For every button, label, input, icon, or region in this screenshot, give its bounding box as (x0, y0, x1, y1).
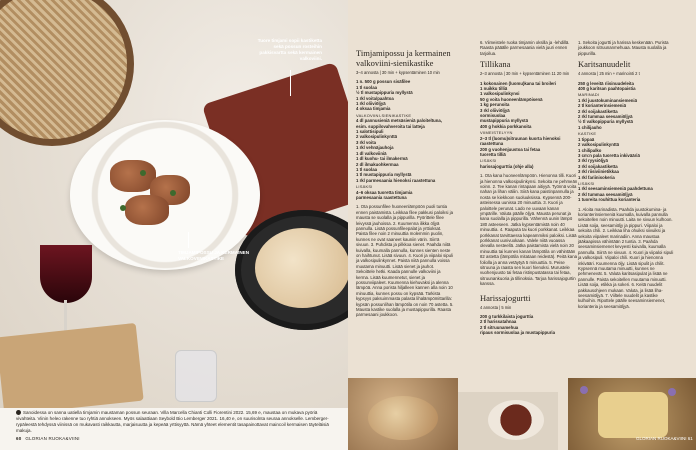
ingredient: harissajogurttia (ohje alla) (480, 163, 534, 169)
ingredient: 3 cm:n pala tuoretta inkivääriä (578, 152, 640, 158)
ingredient: 2 rkl tummaa seesamiöljyä (578, 114, 633, 120)
rattan-chair (0, 0, 134, 146)
ingredient: 1 tl mustapippuria myllystä (356, 172, 412, 178)
ingredient: 200 g turkkilaista jogurttia (480, 314, 534, 320)
ingredient: 1 nuikku tilliä (480, 86, 508, 92)
recipe-column-2 (480, 40, 578, 336)
ingredient: 3 rkl soijakastiketta (578, 163, 618, 169)
caption-text: Sanoidessa on sanna uatiella timjamin maustaman possun seuraan. Villa Marcella Chianti Colli Fiorentini 2022. 15,69 e, maustaa on mukava pyöriä vivahteita. Viinin heleo rakenne tuo ryhtiä annokseen. Myös salaattiaan Seybold Bio Lemberger 2021. 16,40 e, on suurisolnta seuraa annokselle. Lemberger-rypäleestä tehdyssä viinissä on mukavasti raikkautta, marjaisuutta ja kepeää yrttisyyttä. Nämä yhteet elementit tasapainottavat maincoil kermaisen täyteläisiä makuja. (16, 410, 329, 433)
ingredient: 1 rkl vehnäjauhoja (356, 145, 394, 151)
flower-decoration (580, 386, 588, 394)
recipe-meta: 4 annosta | 25 min + marinointi 2 t (578, 71, 640, 77)
ingredient: tuoretta tilliä (480, 151, 506, 157)
callout-line (290, 70, 291, 96)
ingredient: 1 rkl voita/paahtoa (356, 95, 394, 101)
recipe-title: Tillikana (480, 59, 511, 70)
ingredient: 2 dl ilmakuohkermaa (356, 161, 399, 167)
ingredient: 3 rkl voita (356, 139, 377, 145)
recipe-finish-step: 6. Viimeistele ruoka timjamin oksilla ja -lehdillä. Raasta pääälle parmesaania vielä juuri ennen tarjoilua. (480, 40, 570, 56)
ingredient: 2–3 tl (luomu)sitruunan kuorta hienoksi raastettuna (480, 135, 561, 147)
ingredient: 1 rkl parmesaania hienoksi raastettuna (356, 177, 436, 183)
bread-loaf (368, 396, 438, 440)
water-glass (175, 350, 217, 402)
ingredient: 2 tl korianterinsiemeniä (578, 103, 627, 109)
ingredient: 1 rkl seesaminsiemeniä paahdettuna (578, 186, 653, 192)
ingredient: 50 g voita huoneenlämpöisenä (480, 96, 543, 102)
page-number: 60 (16, 436, 22, 441)
ingredient: ripaus sormisuolaa ja mustapippuria (480, 330, 555, 336)
ingredient: 4 dl pannusieniä metsäsieniä paloiteltuna, esim. suppilovahveroita tai latteja (356, 118, 442, 129)
ingredient: 1 rkl juustokuminansiemeniä (578, 97, 637, 103)
recipe-title: Karitsanuudelit (578, 59, 631, 70)
photo-callout-top: Tuore timjami sopii kastiketta sekä possun rosteihin pakkisvartta sekä kermainen valkoviini. (257, 38, 322, 61)
yogurt-photo (458, 392, 558, 450)
ingredient: 1 salottisipuli (356, 129, 384, 135)
harissa-bowl (488, 400, 544, 440)
ingredient: sormisuolaa (480, 113, 506, 119)
ingredient: 1 tuoreita rouhittua korianteria (578, 197, 641, 203)
ingredient: ½ tl mustapippuria myllystä (356, 90, 413, 96)
ingredient: 3 rkl oliiviöljyä (480, 107, 510, 113)
ingredient: 1 tippaä (578, 136, 595, 142)
ingredient: 3 rkl ryysiöljyä (578, 158, 608, 164)
ingredient: 1 rkl oliiviöljyä (356, 101, 386, 107)
thyme-leaf (170, 190, 176, 196)
bullet-icon (16, 410, 21, 415)
ingredient: 1 chilijauho (578, 124, 602, 130)
footer-left (16, 436, 80, 441)
ingredient-section: LISÄKSI (578, 180, 595, 186)
ingredient-section: MARINADI (578, 92, 600, 98)
ingredient: 4–6 oksaa tuoretta timjamia (356, 189, 413, 195)
recipe-title: Timjamipossu ja kermainen valkoviini-sienikastike (356, 48, 451, 68)
recipe-finish-step: 1. Sekoita jogurtti ja harissa keskenään. Purista joukkoon sitruunanmehuaa. Mausta suolalla ja pippurilla. (578, 40, 669, 56)
ingredient: 1 valkosipulinkynsi (480, 91, 520, 97)
thyme-leaf (120, 205, 126, 211)
ingredient-section: VALKOVIINI-SIENIKASTIKE (356, 112, 412, 118)
ingredient: 2 rkl tummaa seesamiöljyä (578, 191, 633, 197)
ingredient: 1 tl suolaa (356, 166, 378, 172)
recipe-instructions: 1. Ota kana huoneenlämpöön. Hienonna tilli. Kuori ja hienonna valkosipulinkynsi. Sekoita ne pehmeän voinn. 2. Tee kanan rintapaan aitiyyä. Työnnä voita nahan ja lihan väliin. Siirä kana paistinpannulla ja nosta se kiekkoon suoluuksissa. Kypsennä 200-asteisessa uunissa 20 minuuttia. 3. Kuori ja paloittele perunat. Lado ne uuvaan kanan ympärille. Valuta päälle öljyä. Mausta perunat ja kana suolalla ja pippurilla. Vähennä uunin lämpö 180 asteeseen. Jatka kypsentämistä noin 40 minuuttia. 4. Raaputa tai kuori porkkanat. Leikkaa porkkanat tarvittaessa kapeammiksi paloiksi. Lisää porkkanat uunivuokaan. Valele niitä vuoassa olevalla nesteellä. Jatka paistamista vielä noin 20 minuuttia tai kunnes kanan lämpötila on vähintään 82 astetta (lämpötila mitataan reidestä). Peitä kana foliolla ja anna vetäytyä 5 minuuttia. 5. Peise sitruuna ja raasta sen kuori hienoksi. Murustele vuohenjuusto tai fetaa ristinpustatassa tai fetaa, sitruunankuoria ja tillinoksia. Tarjoa harissajogurtin kanssa. (480, 173, 578, 287)
ingredient: 1 kokonainen (luomu)kana tai broileri (480, 80, 557, 86)
bread-photo (348, 378, 458, 450)
ingredient-section: LISÄKSI (356, 184, 373, 190)
ingredient: 1 dl valkoviiniä (356, 150, 387, 156)
recipe-title: Harissajogurtti (480, 292, 531, 303)
recipe-instructions: 1. Ota possunfilee huoneenlämpöön puoli tuntia ennen paistamista. Leikkaa filee pakkusi paloiksi ja mausta se suolalla ja pippurilla. Pyörittele filee leivyssä jauhoissa. 2. Kuumenna ilikka öljyä pannulla. Lisää possunfileepalat ja yrttioksat. Paista filee noin 2 minuuttia molemmin puolin, kunnes ne ovat saaneet kauniin värin. Siirrä sivuun. 3. Puhdista ja pilkkoa sienet. Paahda niitä kuivalla, kuumalla pannulla, kunnes sienten neste on haihtunut. Lisää sivuun. 4. Kuori ja viipaloi sipuli ja valkosipulinkynnet. Paista niitä pannulla voissa muutama minuutti. Lisää sienet ja jauhot. Sekoittele hetki. Kaada pannulle valkoviini ja kerma. Lisää kuumennetut, sienet ja possunviipaleet. Kuumenna kiehuvaksi ja alenna lämpöä. Anna porista hiljalleen kannen alla noin 10 minuuttia, kunnes possu on kypsää. Tarkista kypsyys paksuimmasta palasta lihalämpömittarilla: kypsän possunlihan lämpötila on noin 70 astetta. 5. Mausta kastike suolalla ja mustapippurilla. Raasta parmesaani joukkoon. (356, 204, 454, 318)
ingredient: 3 rkl riisiviinietikkaa (578, 169, 619, 175)
wine-glass-bowl (40, 245, 92, 303)
ingredient: ½ tl valkopippuria myllystä (578, 119, 633, 125)
ingredient: 2 valkosipulinkynttä (578, 142, 620, 148)
recipe-meta: 3–4 annosta | 30 min + kypsentäminen 10 min (356, 70, 440, 75)
pork-piece (125, 195, 169, 225)
recipe-meta: 4 annosta | 5 min (480, 304, 512, 310)
ingredient-section: VIIMEISTELYYN (480, 130, 513, 136)
ingredient: 200 g vuohenjuustoa tai fetaa (480, 146, 541, 152)
ingredient: 1 chilipalko (578, 147, 602, 153)
ingredient: parmesaania raastettuna (356, 194, 407, 200)
ingredient: 2 tl sitruunamehua (480, 324, 519, 330)
footer-right: GLORIAN RUOKA&VIINI 61 (636, 436, 693, 441)
recipe-instructions: 1. Aloita marinadista. Paahda juustokumina- ja korianterinsiemeniä kuumalla, kuivalla pannulla sekoitellen noin minuutti. Laita ne sivuun kulhoon. Lisää soija, seesamiöljy ja pippuri. Viipaloi ja sekoita chili. 2. Leikkaa liha ohuiksi siivuiksi ja sekoita viipaleet marinadiin. Anna maustua jääkaapissa vähintään 2 tuntia. 3. Paahda seesaminsiemenet kevyesti kuivalla, kuumalla pannulla. Siirrä ne sivuun. 4. Kuori ja viipaloi sipuli ja valkosipuli. Viipaloi chili. Kuori ja hienonna inkivääri. Kuumenna öljy. Lisää sipulit ja chilit. Kypsennä muutama minuutti, kunnes ne pehmenevät. 5. Valuta karitsasipulat ja lisää ne pannulle. Paista sekoitellen muutama minuutti. Lisää soija, etikka ja sokeri. 6. Keitä nuudelit pakkausohjeen mukaan. Valuta, ja lisää liha-seesamiöljyä. 7. Viiltele nuudelit ja kastike kulhoihin. Ripottele päälle seesaminsiemenet, korianteria ja seesamiöljyä. (578, 206, 674, 309)
ingredient: 400 g hokkia porkkanoita (480, 123, 532, 129)
cheese-block (598, 392, 668, 438)
ingredient-section: KASTIKE (578, 131, 597, 137)
ingredient: mustapippuria myllystä (480, 118, 528, 124)
ingredient-section: LISÄKSI (480, 158, 497, 164)
ingredient: 250 g leveitä riisinuudeleita (578, 80, 634, 86)
ingredient: 1 tl suolaa (356, 84, 378, 90)
magazine-name: GLORIAN RUOKA&VIINI (25, 436, 80, 441)
ingredient: 2 rkl soijakastiketta (578, 108, 618, 114)
recipe-column-1 (356, 48, 454, 318)
ingredient: 2 tl harissatahnaa (480, 319, 517, 325)
thyme-leaf (140, 170, 146, 176)
recipe-column-3 (578, 40, 676, 309)
ingredient: 1 kg perunoita (480, 102, 510, 108)
dark-plate-food (255, 228, 348, 308)
flower-decoration (668, 388, 676, 396)
ingredient: 2 valkosipulinkynttä (356, 134, 398, 140)
wine-caption (16, 410, 332, 434)
recipe-meta: 2–3 annosta | 30 min + kypsentäminen 11 20 min (480, 71, 570, 77)
callout-line (188, 232, 189, 248)
right-page (348, 0, 696, 450)
ingredient: 400 g karitsan paahtopaistia (578, 86, 636, 92)
ingredient: 4 oksaa timjamia (356, 106, 391, 112)
food-photo (0, 0, 348, 408)
ingredient: 1 dl kuohu- tai ilmakermä (356, 156, 408, 162)
ingredient: 1 rkl fariinisokeria (578, 174, 615, 180)
ingredient: 1 n. 500 g possun sisäfilee (356, 79, 411, 85)
photo-callout-plate: TIMJAMIPOSSU JA KERMAINEN VALKOVIINIKASTIKE (178, 250, 250, 261)
cutting-board (0, 323, 144, 408)
